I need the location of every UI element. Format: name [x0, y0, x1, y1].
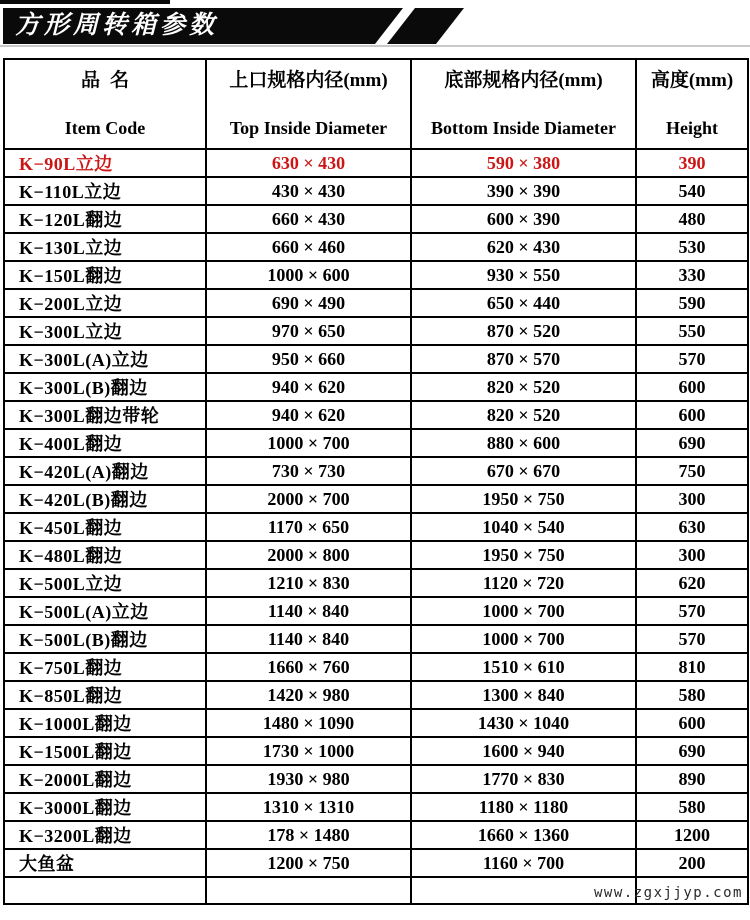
- item-name-cell: K−500L(A)立边: [4, 597, 206, 625]
- spec-row: [4, 625, 748, 653]
- top-size-cell: 950 × 660: [206, 345, 411, 373]
- item-name-cell: K−300L(A)立边: [4, 345, 206, 373]
- height-cell: 690: [636, 429, 748, 457]
- bottom-size-cell: 870 × 570: [411, 345, 636, 373]
- spec-row: [4, 709, 748, 737]
- top-size-cell: 1310 × 1310: [206, 793, 411, 821]
- banner-top-strip: [0, 0, 170, 4]
- spec-row: [4, 849, 748, 877]
- height-cell: 570: [636, 625, 748, 653]
- height-cell: 600: [636, 709, 748, 737]
- spec-row: [4, 765, 748, 793]
- top-size-cell: 1930 × 980: [206, 765, 411, 793]
- spec-row: [4, 205, 748, 233]
- height-cell: 810: [636, 653, 748, 681]
- bottom-size-cell: 1000 × 700: [411, 597, 636, 625]
- top-size-cell: 940 × 620: [206, 401, 411, 429]
- bottom-size-cell: 1040 × 540: [411, 513, 636, 541]
- watermark: www.zgxjjyp.com: [594, 885, 743, 901]
- header-height-en: Height: [666, 118, 718, 138]
- bottom-size-cell: 1770 × 830: [411, 765, 636, 793]
- top-size-cell: 1170 × 650: [206, 513, 411, 541]
- spec-row: [4, 513, 748, 541]
- spec-row: [4, 569, 748, 597]
- bottom-size-cell: 1950 × 750: [411, 541, 636, 569]
- height-cell: 200: [636, 849, 748, 877]
- bottom-size-cell: 1660 × 1360: [411, 821, 636, 849]
- item-name-cell: K−120L翻边: [4, 205, 206, 233]
- top-size-cell: 970 × 650: [206, 317, 411, 345]
- bottom-size-cell: 650 × 440: [411, 289, 636, 317]
- item-name-cell: K−1500L翻边: [4, 737, 206, 765]
- top-size-cell: 1480 × 1090: [206, 709, 411, 737]
- height-cell: 620: [636, 569, 748, 597]
- spec-row: [4, 793, 748, 821]
- header-bottom-diameter: [411, 59, 636, 149]
- top-size-cell: 1200 × 750: [206, 849, 411, 877]
- bottom-size-cell: 590 × 380: [411, 149, 636, 177]
- top-size-cell: 1000 × 600: [206, 261, 411, 289]
- height-cell: 540: [636, 177, 748, 205]
- top-size-cell: 2000 × 800: [206, 541, 411, 569]
- spec-row: [4, 429, 748, 457]
- item-name-cell: K−130L立边: [4, 233, 206, 261]
- bottom-size-cell: 1510 × 610: [411, 653, 636, 681]
- bottom-size-cell: 670 × 670: [411, 457, 636, 485]
- top-size-cell: 660 × 430: [206, 205, 411, 233]
- height-cell: 480: [636, 205, 748, 233]
- top-size-cell: 1660 × 760: [206, 653, 411, 681]
- bottom-size-cell: 1430 × 1040: [411, 709, 636, 737]
- item-name-cell: K−3200L翻边: [4, 821, 206, 849]
- bottom-size-cell: 880 × 600: [411, 429, 636, 457]
- bottom-size-cell: 930 × 550: [411, 261, 636, 289]
- top-size-cell: 1420 × 980: [206, 681, 411, 709]
- header-height-zh: 高度(mm): [650, 70, 734, 91]
- top-size-cell: 730 × 730: [206, 457, 411, 485]
- item-name-cell: K−850L翻边: [4, 681, 206, 709]
- bottom-size-cell: 620 × 430: [411, 233, 636, 261]
- item-name-cell: K−500L立边: [4, 569, 206, 597]
- height-cell: 590: [636, 289, 748, 317]
- header-item-code-en: Item Code: [64, 118, 146, 138]
- height-cell: 570: [636, 597, 748, 625]
- spec-row: [4, 485, 748, 513]
- height-cell: 550: [636, 317, 748, 345]
- header-item-code-zh: 品名: [80, 70, 139, 91]
- top-size-cell: 690 × 490: [206, 289, 411, 317]
- top-size-cell: 1000 × 700: [206, 429, 411, 457]
- spec-row: [4, 373, 748, 401]
- spec-row: [4, 541, 748, 569]
- spec-row: [4, 233, 748, 261]
- height-cell: 390: [636, 149, 748, 177]
- item-name-cell: K−480L翻边: [4, 541, 206, 569]
- item-name-cell: K−110L立边: [4, 177, 206, 205]
- height-cell: 580: [636, 681, 748, 709]
- top-size-cell: [206, 877, 411, 904]
- height-cell: 300: [636, 485, 748, 513]
- height-cell: 600: [636, 373, 748, 401]
- height-cell: 750: [636, 457, 748, 485]
- spec-row: [4, 821, 748, 849]
- item-name-cell: K−400L翻边: [4, 429, 206, 457]
- bottom-size-cell: 390 × 390: [411, 177, 636, 205]
- item-name-cell: K−150L翻边: [4, 261, 206, 289]
- header-item-code: [4, 59, 206, 149]
- header-row: [4, 59, 748, 149]
- item-name-cell: 大鱼盆: [4, 849, 206, 877]
- top-size-cell: 1140 × 840: [206, 597, 411, 625]
- height-cell: 600: [636, 401, 748, 429]
- header-top-diameter: [206, 59, 411, 149]
- item-name-cell: K−300L翻边带轮: [4, 401, 206, 429]
- top-size-cell: 1140 × 840: [206, 625, 411, 653]
- height-cell: 580: [636, 793, 748, 821]
- item-name-cell: K−300L(B)翻边: [4, 373, 206, 401]
- height-cell: 630: [636, 513, 748, 541]
- spec-row: [4, 457, 748, 485]
- spec-row: [4, 653, 748, 681]
- title-banner: [3, 8, 503, 44]
- spec-table: [3, 58, 749, 905]
- item-name-cell: K−500L(B)翻边: [4, 625, 206, 653]
- page-title: 方形周转箱参数: [15, 12, 219, 39]
- item-name-cell: K−300L立边: [4, 317, 206, 345]
- top-size-cell: 1730 × 1000: [206, 737, 411, 765]
- bottom-size-cell: 1300 × 840: [411, 681, 636, 709]
- spec-row: [4, 401, 748, 429]
- item-name-cell: K−90L立边: [4, 149, 206, 177]
- item-name-cell: K−750L翻边: [4, 653, 206, 681]
- spec-row: [4, 317, 748, 345]
- height-cell: 690: [636, 737, 748, 765]
- header-top-diameter-en: Top Inside Diameter: [229, 118, 388, 138]
- height-cell: 530: [636, 233, 748, 261]
- height-cell: 570: [636, 345, 748, 373]
- spec-row: [4, 177, 748, 205]
- item-name-cell: K−450L翻边: [4, 513, 206, 541]
- height-cell: 330: [636, 261, 748, 289]
- top-size-cell: 2000 × 700: [206, 485, 411, 513]
- top-size-cell: 178 × 1480: [206, 821, 411, 849]
- bottom-size-cell: 870 × 520: [411, 317, 636, 345]
- top-size-cell: 1210 × 830: [206, 569, 411, 597]
- bottom-size-cell: 820 × 520: [411, 401, 636, 429]
- bottom-size-cell: 600 × 390: [411, 205, 636, 233]
- bottom-size-cell: 1160 × 700: [411, 849, 636, 877]
- banner-underline: [0, 45, 750, 47]
- item-name-cell: K−3000L翻边: [4, 793, 206, 821]
- bottom-size-cell: 1950 × 750: [411, 485, 636, 513]
- bottom-size-cell: 1180 × 1180: [411, 793, 636, 821]
- top-size-cell: 660 × 460: [206, 233, 411, 261]
- height-cell: 1200: [636, 821, 748, 849]
- top-size-cell: 430 × 430: [206, 177, 411, 205]
- bottom-size-cell: 1000 × 700: [411, 625, 636, 653]
- bottom-size-cell: 1120 × 720: [411, 569, 636, 597]
- height-cell: 300: [636, 541, 748, 569]
- spec-row: [4, 681, 748, 709]
- spec-row: [4, 289, 748, 317]
- bottom-size-cell: 1600 × 940: [411, 737, 636, 765]
- header-top-diameter-zh: 上口规格内径(mm): [229, 70, 388, 91]
- top-size-cell: 940 × 620: [206, 373, 411, 401]
- item-name-cell: K−1000L翻边: [4, 709, 206, 737]
- spec-row: [4, 597, 748, 625]
- header-bottom-diameter-en: Bottom Inside Diameter: [431, 118, 616, 138]
- spec-row: [4, 261, 748, 289]
- spec-row: [4, 737, 748, 765]
- spec-row: [4, 149, 748, 177]
- item-name-cell: [4, 877, 206, 904]
- item-name-cell: K−420L(A)翻边: [4, 457, 206, 485]
- header-height: [636, 59, 748, 149]
- spec-row: [4, 345, 748, 373]
- item-name-cell: K−2000L翻边: [4, 765, 206, 793]
- item-name-cell: K−420L(B)翻边: [4, 485, 206, 513]
- bottom-size-cell: 820 × 520: [411, 373, 636, 401]
- top-size-cell: 630 × 430: [206, 149, 411, 177]
- height-cell: 890: [636, 765, 748, 793]
- item-name-cell: K−200L立边: [4, 289, 206, 317]
- header-bottom-diameter-zh: 底部规格内径(mm): [444, 70, 603, 91]
